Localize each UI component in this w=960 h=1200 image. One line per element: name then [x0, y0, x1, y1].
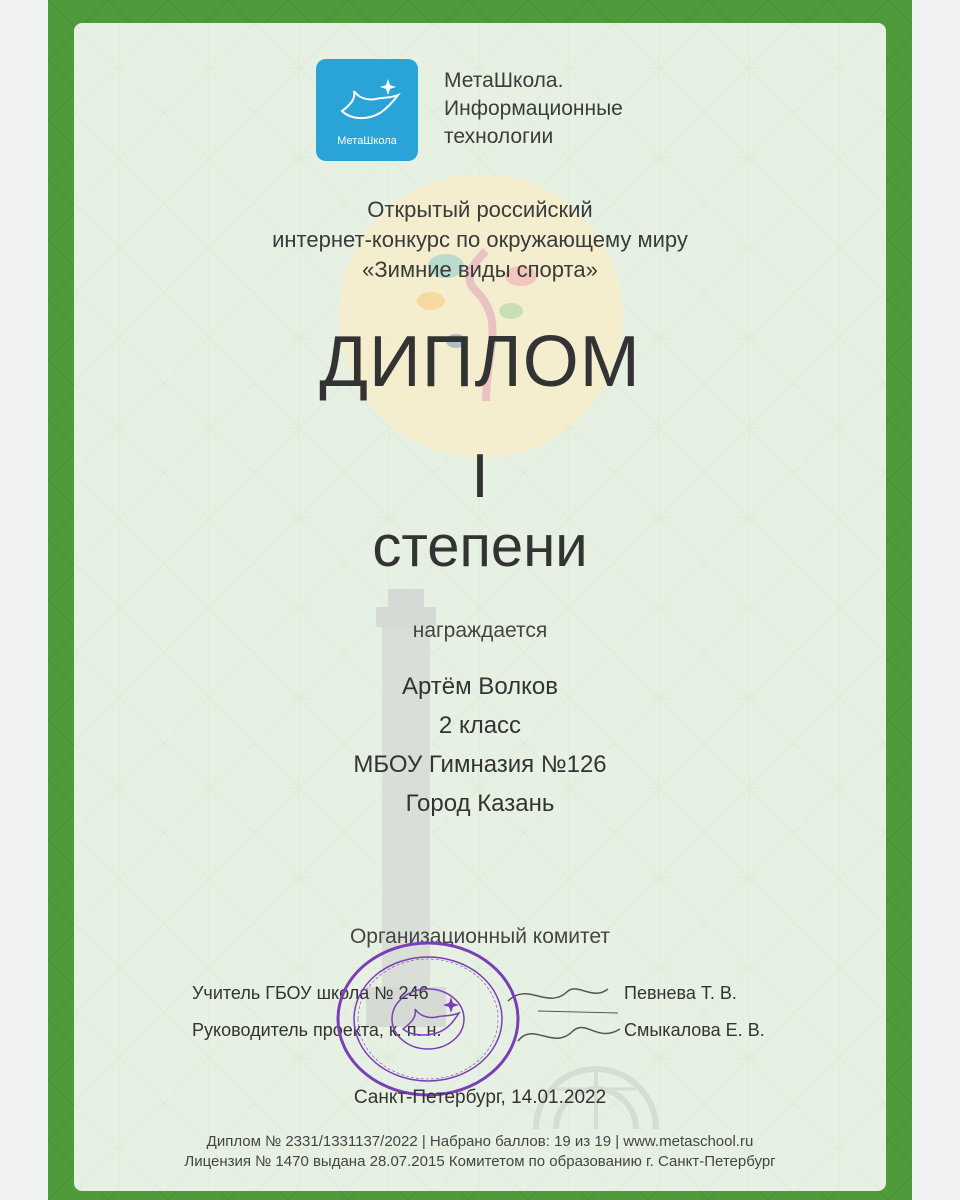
signature-role: Учитель ГБОУ школа № 246	[192, 983, 429, 1003]
awarded-text: награждается	[412, 619, 548, 642]
place-date: Санкт-Петербург, 14.01.2022	[353, 1087, 607, 1108]
diploma-paper	[74, 23, 886, 1191]
contest-title	[74, 195, 886, 285]
recipient-city: Город Казань	[405, 790, 555, 817]
recipient-block	[74, 667, 886, 823]
contest-line: Открытый российский	[367, 197, 593, 222]
organization-name	[444, 67, 623, 151]
logo-label: МетаШкола	[337, 135, 397, 147]
bird-icon	[336, 73, 406, 129]
recipient-name: Артём Волков	[401, 673, 559, 700]
recipient-grade: 2 класс	[438, 712, 522, 739]
footer-line: Лицензия № 1470 выдана 28.07.2015 Комитетом по образованию г. Санкт-Петербург	[184, 1153, 776, 1170]
signature-name: Смыкалова Е. В.	[624, 1020, 765, 1040]
official-stamp	[333, 939, 523, 1099]
diploma-footer	[74, 1132, 886, 1172]
metaschool-logo	[316, 59, 418, 161]
organization-line: Информационные	[444, 97, 623, 120]
committee-title: Организационный комитет	[349, 925, 611, 948]
degree-word: степени	[372, 514, 588, 579]
recipient-school: МБОУ Гимназия №126	[353, 751, 607, 778]
organization-line: технологии	[444, 125, 554, 148]
contest-line: «Зимние виды спорта»	[362, 257, 598, 282]
contest-line: интернет-конкурс по окружающему миру	[272, 227, 688, 252]
diploma-title: ДИПЛОМ	[319, 322, 641, 402]
organization-line: МетаШкола.	[444, 69, 564, 92]
signature-role: Руководитель проекта, к. п. н.	[192, 1020, 442, 1040]
footer-line: Диплом № 2331/1331137/2022 | Набрано баллов: 19 из 19 | www.metaschool.ru	[206, 1133, 754, 1150]
signature-name: Певнева Т. В.	[624, 983, 737, 1003]
degree-numeral: I	[471, 442, 489, 511]
